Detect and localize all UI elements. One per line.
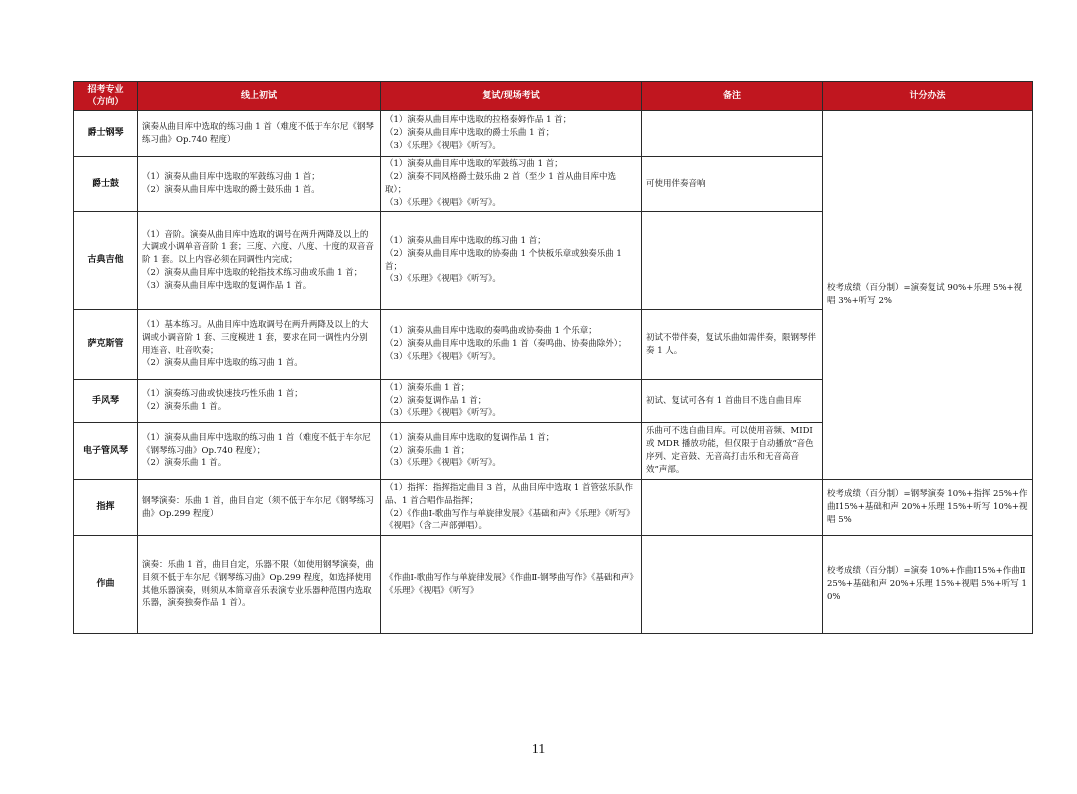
note-cell: 初试、复试可各有 1 首曲目不选自曲目库 — [642, 380, 823, 423]
retest-cell: 《作曲Ⅰ-歌曲写作与单旋律发展》《作曲Ⅱ-钢琴曲写作》《基础和声》《乐理》《视唱》《听写》 — [381, 536, 642, 634]
retest-cell: （1）演奏从曲目库中选取的练习曲 1 首； （2）演奏从曲目库中选取的协奏曲 1 个快板乐章或独奏乐曲 1 首； （3）《乐理》《视唱》《听写》。 — [381, 212, 642, 310]
retest-cell: （1）演奏从曲目库中选取的拉格泰姆作品 1 首； （2）演奏从曲目库中选取的爵士乐曲 1 首； （3）《乐理》《视唱》《听写》。 — [381, 111, 642, 157]
score-cell-performance: 校考成绩（百分制）=演奏复试 90%+乐理 5%+视唱 3%+听写 2% — [823, 111, 1033, 480]
score-cell-conducting: 校考成绩（百分制）=钢琴演奏 10%+指挥 25%+作曲Ⅰ15%+基础和声 20%+乐理 15%+听写 10%+视唱 5% — [823, 480, 1033, 536]
table-row — [74, 536, 1033, 634]
online-cell: （1）演奏练习曲或快速技巧性乐曲 1 首； （2）演奏乐曲 1 首。 — [138, 380, 381, 423]
note-cell — [642, 536, 823, 634]
note-cell — [642, 212, 823, 310]
major-cell: 指挥 — [74, 480, 138, 536]
online-cell: （1）基本练习。从曲目库中选取调号在两升两降及以上的大调或小调音阶 1 套、三度模进 1 套，要求在同一调性内分别用连音、吐音吹奏； （2）演奏从曲目库中选取的练习曲 1 首。 — [138, 310, 381, 380]
note-cell: 初试不带伴奏，复试乐曲如需伴奏，限钢琴伴奏 1 人。 — [642, 310, 823, 380]
page-number: 11 — [531, 742, 546, 757]
note-cell: 乐曲可不选自曲目库。可以使用音频、MIDI 或 MDR 播放功能，但仅限于自动播放“音色序列、定音鼓、无音高打击乐和无音高音效”声部。 — [642, 423, 823, 480]
note-cell — [642, 480, 823, 536]
online-cell: （1）演奏从曲目库中选取的军鼓练习曲 1 首； （2）演奏从曲目库中选取的爵士鼓乐曲 1 首。 — [138, 157, 381, 212]
major-cell: 电子管风琴 — [74, 423, 138, 480]
online-cell: （1）音阶。演奏从曲目库中选取的调号在两升两降及以上的大调或小调单音音阶 1 套；三度、六度、八度、十度的双音音阶 1 套。以上内容必须在同调性内完成； （2）演奏从曲目库中选取的轮指技术练习曲或乐曲 1 首； （3）演奏从曲目库中选取的复调作品 1 首。 — [138, 212, 381, 310]
online-cell: 演奏：乐曲 1 首，曲目自定，乐器不限（如使用钢琴演奏，曲目须不低于车尔尼《钢琴练习曲》Op.299 程度，如选择使用其他乐器演奏，则须从本简章音乐表演专业乐器种范围内选取乐器，演奏独奏作品 1 首）。 — [138, 536, 381, 634]
major-cell: 爵士鼓 — [74, 157, 138, 212]
table-row — [74, 111, 1033, 157]
major-cell: 爵士钢琴 — [74, 111, 138, 157]
header-score-method: 计分办法 — [823, 82, 1033, 111]
note-cell: 可使用伴奏音响 — [642, 157, 823, 212]
major-cell: 古典吉他 — [74, 212, 138, 310]
header-row — [74, 82, 1033, 111]
admission-table — [73, 81, 1033, 634]
header-note: 备注 — [642, 82, 823, 111]
major-cell: 萨克斯管 — [74, 310, 138, 380]
header-retest: 复试/现场考试 — [381, 82, 642, 111]
online-cell: 钢琴演奏：乐曲 1 首，曲目自定（须不低于车尔尼《钢琴练习曲》Op.299 程度） — [138, 480, 381, 536]
score-cell-composition: 校考成绩（百分制）=演奏 10%+作曲Ⅰ15%+作曲Ⅱ25%+基础和声 20%+乐理 15%+视唱 5%+听写 10% — [823, 536, 1033, 634]
header-online-exam: 线上初试 — [138, 82, 381, 111]
header-major: 招考专业 （方向） — [74, 82, 138, 111]
major-cell: 作曲 — [74, 536, 138, 634]
major-cell: 手风琴 — [74, 380, 138, 423]
table-row — [74, 480, 1033, 536]
online-cell: 演奏从曲目库中选取的练习曲 1 首（难度不低于车尔尼《钢琴练习曲》Op.740 程度） — [138, 111, 381, 157]
note-cell — [642, 111, 823, 157]
retest-cell: （1）演奏从曲目库中选取的军鼓练习曲 1 首； （2）演奏不同风格爵士鼓乐曲 2 首（至少 1 首从曲目库中选取）； （3）《乐理》《视唱》《听写》。 — [381, 157, 642, 212]
retest-cell: （1）指挥：指挥指定曲目 3 首，从曲目库中选取 1 首管弦乐队作品、1 首合唱作品指挥； （2）《作曲Ⅰ-歌曲写作与单旋律发展》《基础和声》《乐理》《听写》《视唱》（含二声部弹唱）。 — [381, 480, 642, 536]
retest-cell: （1）演奏乐曲 1 首； （2）演奏复调作品 1 首； （3）《乐理》《视唱》《听写》。 — [381, 380, 642, 423]
retest-cell: （1）演奏从曲目库中选取的奏鸣曲或协奏曲 1 个乐章； （2）演奏从曲目库中选取的乐曲 1 首（奏鸣曲、协奏曲除外）； （3）《乐理》《视唱》《听写》。 — [381, 310, 642, 380]
retest-cell: （1）演奏从曲目库中选取的复调作品 1 首； （2）演奏乐曲 1 首； （3）《乐理》《视唱》《听写》。 — [381, 423, 642, 480]
online-cell: （1）演奏从曲目库中选取的练习曲 1 首（难度不低于车尔尼《钢琴练习曲》Op.740 程度）； （2）演奏乐曲 1 首。 — [138, 423, 381, 480]
